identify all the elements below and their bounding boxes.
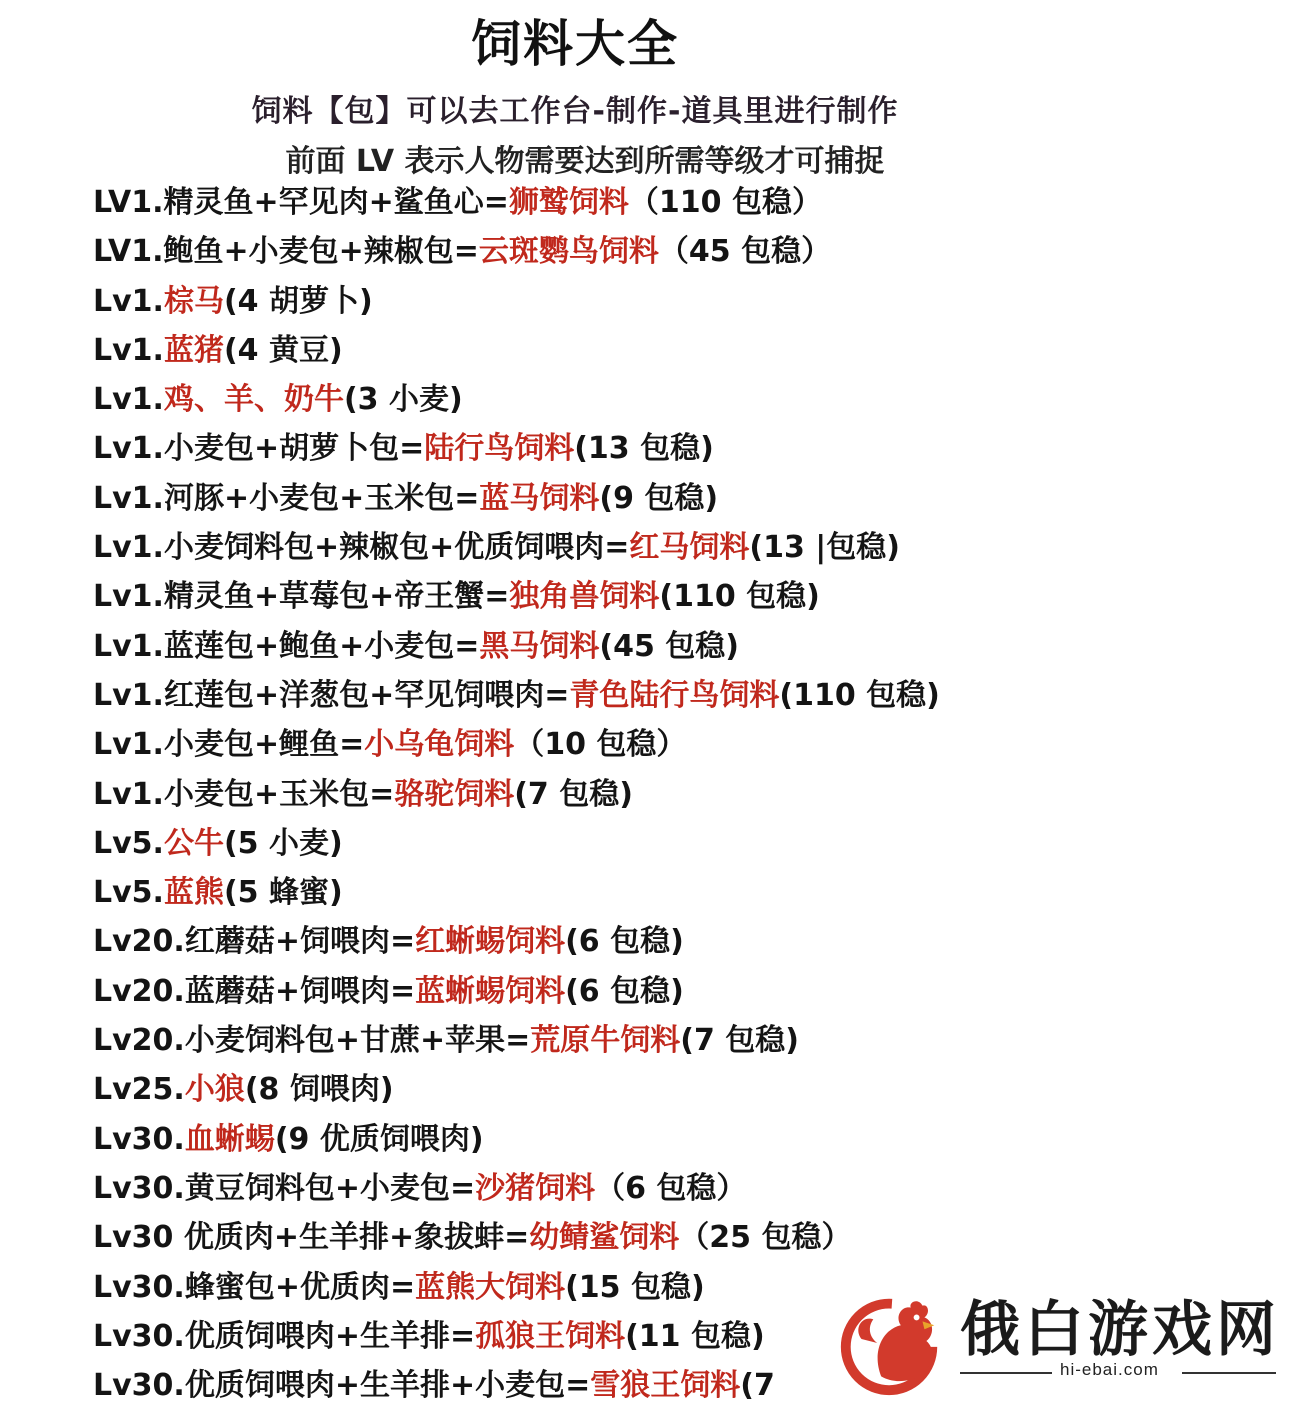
recipe-suffix: (4 黄豆) — [223, 332, 343, 368]
recipe-highlight: 红马饲料 — [629, 530, 750, 566]
recipe-prefix: Lv30.黄豆饲料包+小麦包= — [93, 1170, 476, 1206]
recipe-prefix: Lv30.优质饲喂肉+生羊排+小麦包= — [93, 1368, 591, 1404]
recipe-highlight: 青色陆行鸟饲料 — [569, 677, 780, 713]
recipe-suffix: (7 包稳) — [680, 1023, 799, 1059]
watermark-site-name: 俄白游戏网 — [960, 1295, 1280, 1365]
recipe-prefix: Lv1.精灵鱼+草莓包+帝王蟹= — [93, 579, 510, 615]
recipe-prefix: Lv1.小麦包+鲤鱼= — [93, 727, 365, 763]
recipe-row — [93, 967, 940, 1016]
recipe-suffix: (110 包稳) — [659, 579, 820, 615]
recipe-highlight: 孤狼王饲料 — [475, 1318, 626, 1354]
recipe-highlight: 蓝熊 — [163, 875, 224, 911]
recipe-suffix: (13 |包稳) — [749, 530, 900, 566]
recipe-highlight: 荒原牛饲料 — [530, 1023, 681, 1059]
recipe-row — [93, 720, 940, 769]
recipe-row — [93, 1065, 940, 1114]
recipe-highlight: 云斑鹦鸟饲料 — [478, 234, 659, 270]
recipe-highlight: 鸡、羊、奶牛 — [163, 382, 344, 418]
rooster-icon — [832, 1282, 950, 1400]
recipe-suffix: (9 优质饲喂肉) — [274, 1121, 484, 1157]
recipe-suffix: (15 包稳) — [565, 1269, 705, 1305]
recipe-prefix: Lv20.小麦饲料包+甘蔗+苹果= — [93, 1023, 531, 1059]
recipe-prefix: Lv20.蓝蘑菇+饲喂肉= — [93, 973, 416, 1009]
subtitle-crafting-note: 饲料【包】可以去工作台-制作-道具里进行制作 — [251, 94, 899, 129]
recipe-row — [93, 868, 940, 917]
recipe-row — [93, 1115, 940, 1164]
recipe-highlight: 蓝猪 — [163, 332, 224, 368]
recipe-prefix: Lv1.小麦包+胡萝卜包= — [93, 431, 425, 467]
recipe-highlight: 公牛 — [163, 825, 224, 861]
recipe-row — [93, 178, 940, 227]
recipe-row — [93, 917, 940, 966]
recipe-highlight: 红蜥蜴饲料 — [415, 924, 566, 960]
recipe-prefix: Lv30.优质饲喂肉+生羊排= — [93, 1318, 476, 1354]
recipe-prefix: LV1.精灵鱼+罕见肉+鲨鱼心= — [93, 185, 509, 220]
watermark — [832, 1278, 1282, 1408]
recipe-suffix: (13 包稳) — [574, 431, 714, 467]
recipe-prefix: Lv25. — [93, 1072, 185, 1108]
recipe-suffix: (7 — [740, 1368, 775, 1404]
recipe-suffix: （6 包稳） — [595, 1170, 747, 1206]
recipe-prefix: Lv5. — [93, 825, 164, 861]
recipe-highlight: 骆驼饲料 — [394, 776, 515, 812]
recipe-row — [93, 572, 940, 621]
recipe-suffix: （10 包稳） — [514, 727, 687, 763]
recipe-row — [93, 227, 940, 276]
recipe-highlight: 沙猪饲料 — [475, 1170, 596, 1206]
recipe-row — [93, 523, 940, 572]
recipe-suffix: (5 蜂蜜) — [223, 875, 343, 911]
recipe-suffix: (3 小麦) — [343, 382, 463, 418]
watermark-domain: hi-ebai.com — [1060, 1360, 1159, 1379]
recipe-highlight: 黑马饲料 — [479, 628, 600, 664]
recipe-prefix: Lv1.河豚+小麦包+玉米包= — [93, 480, 480, 516]
recipe-prefix: Lv1.小麦饲料包+辣椒包+优质饲喂肉= — [93, 530, 630, 566]
recipe-row — [93, 1164, 940, 1213]
recipe-prefix: Lv1.红莲包+洋葱包+罕见饲喂肉= — [93, 677, 570, 713]
recipe-highlight: 小乌龟饲料 — [364, 727, 515, 763]
recipe-list — [93, 178, 940, 1410]
recipe-suffix: (11 包稳) — [625, 1318, 765, 1354]
recipe-prefix: Lv1. — [93, 332, 164, 368]
recipe-row — [93, 474, 940, 523]
recipe-suffix: （45 包稳） — [658, 234, 832, 270]
recipe-suffix: (9 包稳) — [599, 480, 719, 516]
recipe-row — [93, 1213, 940, 1262]
recipe-highlight: 蓝熊大饲料 — [415, 1269, 566, 1305]
recipe-row — [93, 375, 940, 424]
recipe-highlight: 雪狼王饲料 — [590, 1368, 741, 1404]
recipe-prefix: Lv20.红蘑菇+饲喂肉= — [93, 924, 416, 960]
recipe-suffix: (110 包稳) — [779, 677, 940, 713]
recipe-row — [93, 1361, 940, 1410]
recipe-row — [93, 622, 940, 671]
recipe-suffix: (45 包稳) — [599, 628, 739, 664]
recipe-prefix: Lv1. — [93, 283, 164, 319]
recipe-highlight: 蓝蜥蜴饲料 — [415, 973, 566, 1009]
recipe-prefix: LV1.鲍鱼+小麦包+辣椒包= — [93, 234, 479, 270]
recipe-highlight: 狮鹫饲料 — [508, 185, 629, 220]
recipe-highlight: 小狼 — [184, 1072, 245, 1108]
recipe-suffix: (8 饲喂肉) — [244, 1072, 394, 1108]
recipe-row — [93, 1312, 940, 1361]
recipe-prefix: Lv1.小麦包+玉米包= — [93, 776, 395, 812]
recipe-suffix: (5 小麦) — [223, 825, 343, 861]
recipe-highlight: 幼鲭鲨饲料 — [529, 1220, 680, 1256]
recipe-suffix: (6 包稳) — [565, 973, 684, 1009]
recipe-highlight: 棕马 — [163, 283, 224, 319]
watermark-divider-right — [1182, 1372, 1276, 1374]
recipe-highlight: 血蜥蜴 — [184, 1121, 275, 1157]
recipe-row — [93, 671, 940, 720]
subtitle-level-note: 前面 LV 表示人物需要达到所需等级才可捕捉 — [285, 144, 885, 179]
recipe-row — [93, 819, 940, 868]
recipe-prefix: Lv30. — [93, 1121, 185, 1157]
recipe-suffix: （25 包稳） — [679, 1220, 852, 1256]
recipe-row — [93, 1016, 940, 1065]
recipe-row — [93, 326, 940, 375]
watermark-divider-left — [960, 1372, 1052, 1374]
recipe-prefix: Lv1.蓝莲包+鲍鱼+小麦包= — [93, 628, 480, 664]
page-title: 饲料大全 — [471, 15, 679, 73]
recipe-row — [93, 277, 940, 326]
recipe-prefix: Lv1. — [93, 382, 164, 418]
recipe-prefix: Lv30.蜂蜜包+优质肉= — [93, 1269, 416, 1305]
recipe-row — [93, 770, 940, 819]
recipe-suffix: (6 包稳) — [565, 924, 684, 960]
recipe-highlight: 蓝马饲料 — [479, 480, 600, 516]
recipe-suffix: （110 包稳） — [628, 185, 822, 220]
recipe-row — [93, 1263, 940, 1312]
recipe-prefix: Lv5. — [93, 875, 164, 911]
recipe-prefix: Lv30 优质肉+生羊排+象拔蚌= — [93, 1220, 530, 1256]
recipe-suffix: (4 胡萝卜) — [223, 283, 373, 319]
recipe-row — [93, 424, 940, 473]
recipe-highlight: 独角兽饲料 — [509, 579, 660, 615]
recipe-highlight: 陆行鸟饲料 — [424, 431, 575, 467]
recipe-suffix: (7 包稳) — [514, 776, 633, 812]
